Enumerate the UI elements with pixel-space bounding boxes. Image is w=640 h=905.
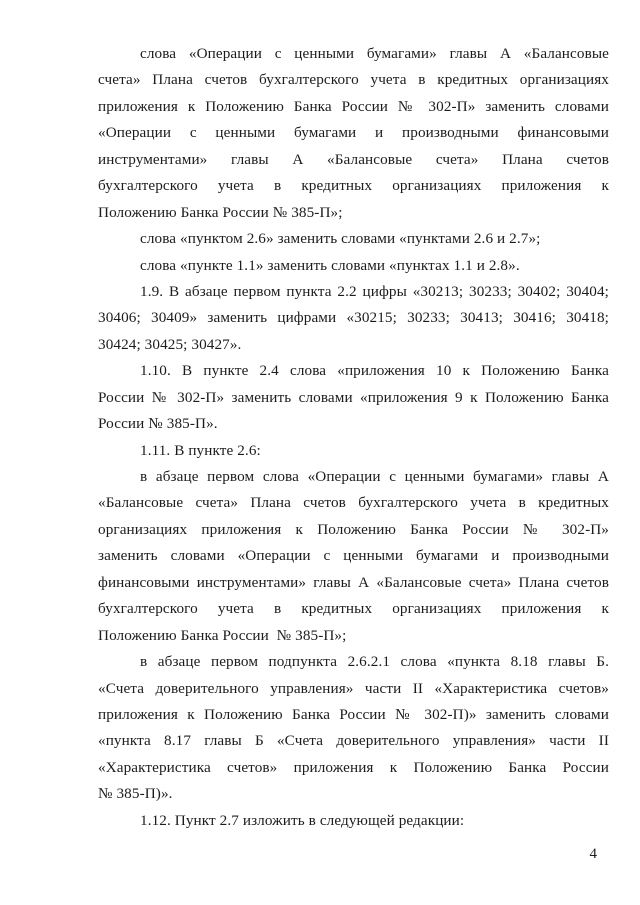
document-body [98,41,609,834]
text-line: Положению Банка России № 385-П»; [98,203,343,221]
text-line: Положению Банка России № 385-П»; [98,626,347,644]
text-line: № 385-П)». [98,785,173,803]
text-line: заменить словами «Операции с ценными бумагами и производными [98,547,609,565]
text-line: 1.9. В абзаце первом пункта 2.2 цифры «30213; 30233; 30402; 30404; [140,282,609,300]
paragraph [98,253,609,279]
text-line: 1.10. В пункте 2.4 слова «приложения 10 к Положению Банка [140,362,609,380]
text-line: бухгалтерского учета в кредитных организациях приложения к [98,177,609,195]
text-line: 1.12. Пункт 2.7 изложить в следующей редакции: [140,811,465,829]
paragraph [98,358,609,437]
page-number: 4 [589,846,597,862]
text-line: России № 302-П» заменить словами «приложения 9 к Положению Банка [98,388,609,406]
text-line: «Характеристика счетов» приложения к Положению Банка России [98,758,609,776]
text-line: 30406; 30409» заменить цифрами «30215; 30233; 30413; 30416; 30418; [98,309,609,327]
text-line: приложения к Положению Банка России № 302-П)» заменить словами [98,705,609,723]
paragraph [98,464,609,649]
text-line: организациях приложения к Положению Банка России № 302-П» [98,520,609,538]
text-line: слова «Операции с ценными бумагами» главы А «Балансовые [140,45,609,62]
paragraph [98,41,609,226]
text-line: приложения к Положению Банка России № 302-П» заменить словами [98,97,609,115]
paragraph [98,279,609,358]
paragraph [98,808,609,834]
paragraph [98,226,609,252]
text-line: 1.11. В пункте 2.6: [140,441,261,459]
text-line: 30424; 30425; 30427». [98,335,242,353]
text-line: в абзаце первом подпункта 2.6.2.1 слова «пункта 8.18 главы Б. [140,653,609,671]
text-line: бухгалтерского учета в кредитных организациях приложения к [98,600,609,618]
text-line: инструментами» главы А «Балансовые счета» Плана счетов [98,150,609,168]
text-line: России № 385-П». [98,415,218,433]
text-line: счета» Плана счетов бухгалтерского учета в кредитных организациях [98,71,609,89]
text-line: в абзаце первом слова «Операции с ценными бумагами» главы А [140,468,609,485]
paragraph [98,649,609,808]
text-line: слова «пункте 1.1» заменить словами «пунктах 1.1 и 2.8». [140,256,520,274]
text-line: «Балансовые счета» Плана счетов бухгалтерского учета в кредитных [98,494,609,512]
text-line: слова «пунктом 2.6» заменить словами «пунктами 2.6 и 2.7»; [140,230,541,248]
text-line: «Счета доверительного управления» части II «Характеристика счетов» [98,679,609,697]
text-line: «пункта 8.17 главы Б «Счета доверительного управления» части II [98,732,609,750]
text-line: финансовыми инструментами» главы А «Балансовые счета» Плана счетов [98,573,609,591]
text-line: «Операции с ценными бумагами и производными финансовыми [98,124,609,142]
paragraph [98,438,609,464]
